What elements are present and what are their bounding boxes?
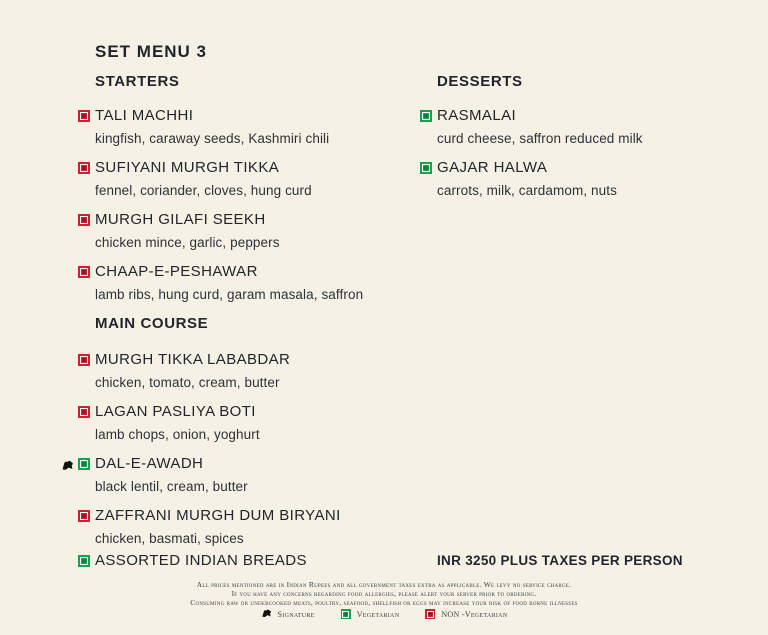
- item-description: carrots, milk, cardamom, nuts: [437, 183, 617, 198]
- non-veg-icon: [78, 406, 90, 418]
- legend-non-vegetarian-label: NON -Vegetarian: [441, 609, 508, 619]
- menu-item: [95, 456, 425, 494]
- item-description: chicken, tomato, cream, butter: [95, 375, 280, 390]
- menu-item: [95, 108, 425, 146]
- menu-item: [95, 160, 425, 198]
- item-description: fennel, coriander, cloves, hung curd: [95, 183, 312, 198]
- veg-icon: [420, 110, 432, 122]
- non-veg-icon: [78, 162, 90, 174]
- section-heading-starters: STARTERS: [95, 73, 180, 90]
- menu-item: [95, 553, 425, 569]
- page-title: SET MENU 3: [95, 42, 208, 61]
- item-description: chicken, basmati, spices: [95, 531, 244, 546]
- footer-line: Consuming raw or undercooked meats, poultry, seafood, shellfish or eggs may increase your risk of food borne illnesses: [190, 598, 578, 607]
- item-description: kingfish, caraway seeds, Kashmiri chili: [95, 131, 330, 146]
- section-starters: [95, 74, 425, 302]
- item-description: lamb chops, onion, yoghurt: [95, 427, 260, 442]
- non-veg-icon: [78, 266, 90, 278]
- legend-signature-label: Signature: [277, 609, 315, 619]
- item-description: chicken mince, garlic, peppers: [95, 235, 280, 250]
- footer-line: If you have any concerns regarding food allergies, please alert your server prior to ordering.: [231, 589, 537, 598]
- section-desserts: [437, 74, 737, 198]
- right-column: [437, 74, 737, 212]
- item-description: lamb ribs, hung curd, garam masala, saffron: [95, 287, 364, 302]
- item-name: MURGH GILAFI SEEKH: [95, 211, 266, 228]
- section-main-course: [95, 316, 425, 569]
- item-name: LAGAN PASLIYA BOTI: [95, 403, 256, 420]
- footer-line: All prices mentioned are in Indian Rupees and all government taxes extra as applicable. We levy no service charge.: [196, 580, 572, 589]
- menu-item: [95, 404, 425, 442]
- menu-item: [95, 264, 425, 302]
- item-name: MURGH TIKKA LABABDAR: [95, 351, 291, 368]
- left-column: [95, 74, 425, 583]
- menu-item: [95, 508, 425, 546]
- price-note: INR 3250 PLUS TAXES PER PERSON: [437, 553, 683, 568]
- legend-signature: [261, 608, 315, 620]
- item-name: ZAFFRANI MURGH DUM BIRYANI: [95, 507, 341, 524]
- section-heading-desserts: DESSERTS: [437, 73, 523, 90]
- legend: [0, 608, 768, 620]
- legend-vegetarian-label: Vegetarian: [356, 609, 400, 619]
- veg-icon: [78, 555, 90, 567]
- item-name: TALI MACHHI: [95, 107, 194, 124]
- veg-icon: [420, 162, 432, 174]
- non-veg-icon: [78, 354, 90, 366]
- section-heading-main-course: MAIN COURSE: [95, 315, 209, 332]
- item-description: black lentil, cream, butter: [95, 479, 248, 494]
- veg-icon: [341, 609, 351, 619]
- non-veg-icon: [78, 510, 90, 522]
- non-veg-icon: [78, 110, 90, 122]
- non-veg-icon: [425, 609, 435, 619]
- menu-item: [437, 160, 737, 198]
- item-description: curd cheese, saffron reduced milk: [437, 131, 643, 146]
- footer-fine-print: [0, 580, 768, 607]
- item-name: RASMALAI: [437, 107, 517, 124]
- item-name: SUFIYANI MURGH TIKKA: [95, 159, 280, 176]
- menu-item: [95, 352, 425, 390]
- signature-icon: [261, 608, 272, 620]
- non-veg-icon: [78, 214, 90, 226]
- item-name: CHAAP-E-PESHAWAR: [95, 263, 258, 280]
- legend-vegetarian: [341, 609, 400, 619]
- item-name: ASSORTED INDIAN BREADS: [95, 552, 307, 569]
- item-name: GAJAR HALWA: [437, 159, 548, 176]
- menu-item: [437, 108, 737, 146]
- item-name: DAL-E-AWADH: [95, 455, 204, 472]
- signature-icon: [61, 458, 74, 470]
- menu-item: [95, 212, 425, 250]
- veg-icon: [78, 458, 90, 470]
- legend-non-vegetarian: [425, 609, 507, 619]
